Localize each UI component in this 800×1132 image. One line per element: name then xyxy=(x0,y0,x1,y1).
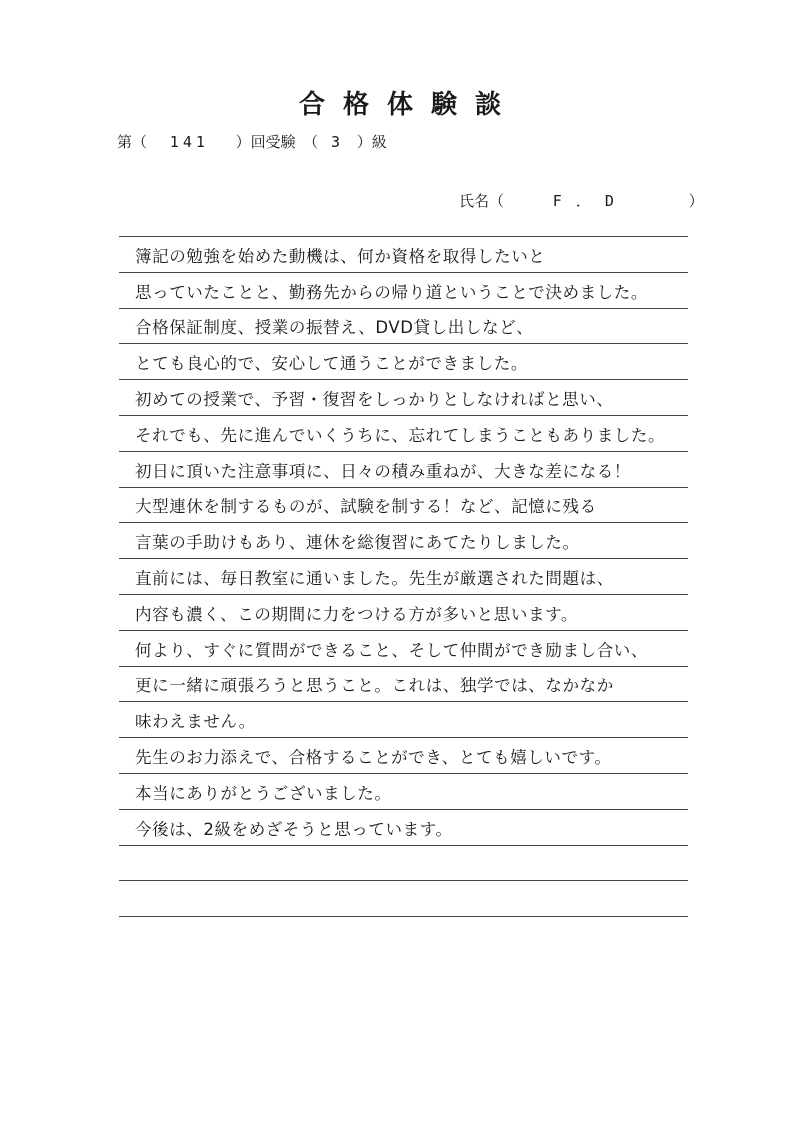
body-line: 初日に頂いた注意事項に、日々の積み重ねが、大きな差になる！ xyxy=(135,462,631,481)
body-line: 今後は、2級をめざそうと思っています。 xyxy=(135,820,453,839)
body-line: 初めての授業で、予習・復習をしっかりとしなければと思い、 xyxy=(135,390,614,409)
body-line: 合格保証制度、授業の振替え、DVD貸し出しなど、 xyxy=(135,318,534,337)
grade-value: 3 xyxy=(330,133,344,151)
body-line: 何より、すぐに質問ができること、そして仲間ができ励まし合い、 xyxy=(135,641,648,660)
ruled-line xyxy=(119,487,688,488)
body-line: それでも、先に進んでいくうちに、忘れてしまうこともありました。 xyxy=(135,426,666,445)
body-line: 先生のお力添えで、合格することができ、とても嬉しいです。 xyxy=(135,748,612,767)
body-line: 大型連休を制するものが、試験を制する！など、記憶に残る xyxy=(135,497,597,516)
exam-info xyxy=(117,131,387,152)
ruled-line xyxy=(119,845,688,846)
body-line: 本当にありがとうございました。 xyxy=(135,784,392,803)
body-line: 言葉の手助けもあり、連休を総復習にあてたりしました。 xyxy=(135,533,580,552)
name-value: F．D xyxy=(552,192,628,210)
ruled-line xyxy=(119,666,688,667)
ruled-line xyxy=(119,522,688,523)
body-line xyxy=(135,850,695,880)
ruled-line xyxy=(119,308,688,309)
ruled-line xyxy=(119,880,688,881)
exam-mid: ）回受験 （ xyxy=(235,133,319,151)
ruled-line xyxy=(119,236,688,237)
name-label: 氏名（ xyxy=(459,192,505,210)
ruled-line xyxy=(119,415,688,416)
ruled-line xyxy=(119,451,688,452)
exam-number: 141 xyxy=(169,133,209,151)
ruled-line xyxy=(119,809,688,810)
body-line: 内容も濃く、この期間に力をつける方が多いと思います。 xyxy=(135,605,578,624)
ruled-line xyxy=(119,701,688,702)
body-line: 味わえません。 xyxy=(135,712,256,731)
body-line: とても良心的で、安心して通うことができました。 xyxy=(135,354,528,373)
ruled-line xyxy=(119,379,688,380)
ruled-line xyxy=(119,916,688,917)
ruled-line xyxy=(119,558,688,559)
name-field xyxy=(459,190,704,211)
exam-prefix: 第（ xyxy=(117,133,148,151)
body-line: 思っていたことと、勤務先からの帰り道ということで決めました。 xyxy=(135,283,648,302)
ruled-line xyxy=(119,343,688,344)
ruled-line xyxy=(119,594,688,595)
grade-suffix: ）級 xyxy=(356,133,387,151)
ruled-line xyxy=(119,630,688,631)
ruled-line xyxy=(119,272,688,273)
name-close: ） xyxy=(688,192,704,210)
ruled-line xyxy=(119,773,688,774)
ruled-line xyxy=(119,737,688,738)
page-title: 合格体験談 xyxy=(298,90,519,120)
body-line: 更に一緒に頑張ろうと思うこと。これは、独学では、なかなか xyxy=(135,676,614,695)
body-line: 直前には、毎日教室に通いました。先生が厳選された問題は、 xyxy=(135,569,614,588)
body-line: 簿記の勉強を始めた動機は、何か資格を取得したいと xyxy=(135,247,546,266)
body-line xyxy=(135,886,695,916)
